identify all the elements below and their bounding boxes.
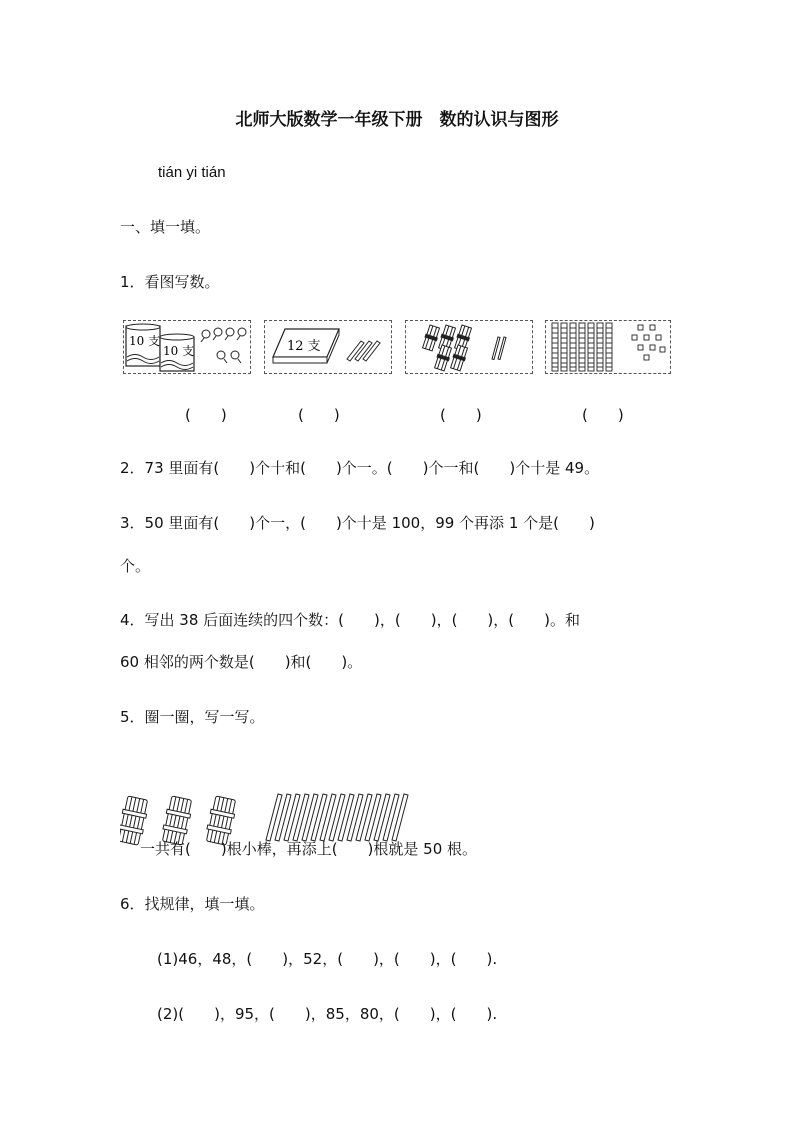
answer-blank-1[interactable]: ( ) xyxy=(185,406,227,424)
page-title: 北师大版数学一年级下册 数的认识与图形 xyxy=(235,110,559,130)
question-6-row-2: (2)( )，95，( )，85，80，( )，( ). xyxy=(157,1005,498,1023)
question-2: 2．73 里面有( )个十和( )个一。( )个一和( )个十是 49。 xyxy=(120,459,600,477)
question-6-row-1: (1)46，48，( )，52，( )，( )，( ). xyxy=(157,950,498,968)
question-1: 1．看图写数。 xyxy=(120,273,220,291)
picture-pencil-box xyxy=(264,320,392,374)
can-label-2: 10 支 xyxy=(163,344,195,358)
answer-blank-4[interactable]: ( ) xyxy=(582,406,624,424)
can-label-1: 10 支 xyxy=(129,334,161,348)
picture-cans xyxy=(123,320,251,374)
question-3-line-2: 个。 xyxy=(120,557,151,575)
box-label: 12 支 xyxy=(287,339,321,354)
answer-blank-3[interactable]: ( ) xyxy=(440,406,482,424)
picture-stick-bundles xyxy=(405,320,533,374)
picture-base-ten-blocks xyxy=(545,320,671,374)
question-3-line-1: 3．50 里面有( )个一，( )个十是 100，99 个再添 1 个是( ) xyxy=(120,514,595,532)
question-4-line-1: 4．写出 38 后面连续的四个数：( )，( )，( )，( )。和 xyxy=(120,611,580,629)
answer-blank-2[interactable]: ( ) xyxy=(298,406,340,424)
question-4-line-2: 60 相邻的两个数是( )和( )。 xyxy=(120,653,363,671)
pinyin-heading: tián yi tián xyxy=(158,164,226,181)
question-5-answer: 一共有( )根小棒，再添上( )根就是 50 根。 xyxy=(140,840,478,858)
question-5: 5．圈一圈，写一写。 xyxy=(120,708,265,726)
section-heading: 一、填一填。 xyxy=(120,218,211,236)
question-6: 6．找规律，填一填。 xyxy=(120,895,265,913)
